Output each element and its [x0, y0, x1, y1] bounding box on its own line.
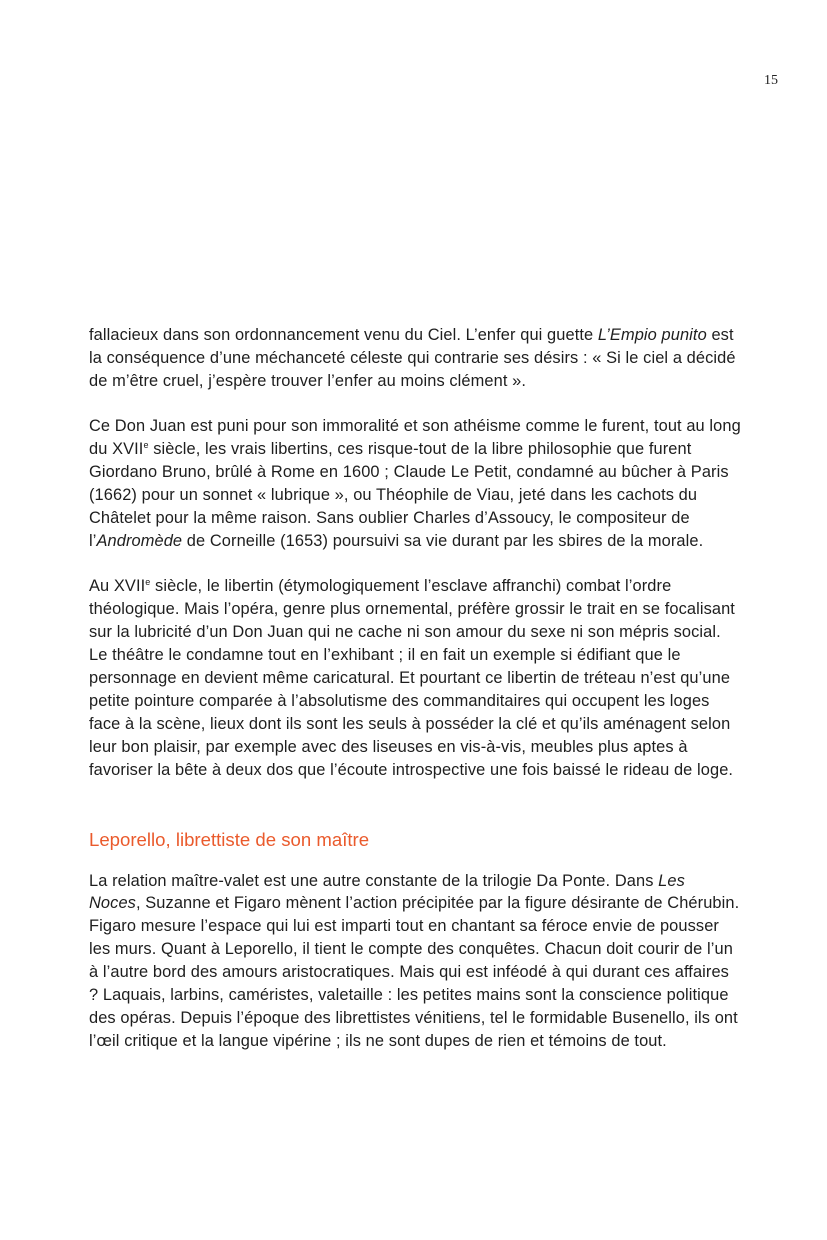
paragraph	[89, 870, 741, 1053]
text-run: siècle, le libertin (étymologiquement l’esclave affranchi) combat l’ordre théologique. Mais l’opéra, genre plus ornemental, préfère grossir le trait en se focalisant sur la lubricité d’un Don Juan qui ne cache ni son amour du sexe ni son mépris social. Le théâtre le condamne tout en l’exhibant ; il en fait un exemple si édifiant que le personnage en devient même caricatural. Et pourtant ce libertin de tréteau n’est qu’une petite pointure comparée à l’absolutisme des commanditaires qui occupent les loges face à la scène, lieux dont ils sont les seuls à posséder la clé et qu’ils aménagent selon leur bon plaisir, par exemple avec des liseuses en vis-à-vis, meubles plus aptes à favoriser la bête à deux dos que l’écoute introspective une fois baissé le rideau de loge.	[89, 577, 735, 779]
text-run: de Corneille (1653) poursuivi sa vie durant par les sbires de la morale.	[182, 531, 704, 550]
text-run: est la conséquence d’une méchanceté céleste qui contrarie ses désirs : « Si le ciel a décidé de m’être cruel, j’espère trouver l’enfer au moins clément ».	[89, 326, 736, 390]
superscript-text: e	[143, 440, 149, 451]
text-run: fallacieux dans son ordonnancement venu du Ciel. L’enfer qui guette	[89, 326, 598, 344]
section-heading: Leporello, librettiste de son maître	[89, 828, 370, 850]
page-content	[89, 324, 741, 1053]
text-run: Au XVII	[89, 577, 146, 596]
text-run: , Suzanne et Figaro mènent l’action précipitée par la figure désirante de Chérubin. Figaro mesure l’espace qui lui est imparti tout en chantant sa féroce envie de pousser les murs. Quant à Leporello, il tient le compte des conquêtes. Chacun doit courir de l’un à l’autre bord des amours aristocratiques. Mais qui est inféodé à qui durant ces affaires ? Laquais, larbins, caméristes, valetaille : les petites mains sont la conscience politique des opéras. Depuis l’époque des librettistes vénitiens, tel le formidable Busenello, ils ont l’œil critique et la langue vipérine ; ils ne sont dupes de rien et témoins de tout.	[89, 894, 740, 1050]
paragraph	[89, 575, 741, 781]
italic-text: Andromède	[96, 531, 183, 550]
superscript-text: e	[145, 577, 151, 588]
text-run: La relation maître-valet est une autre constante de la trilogie Da Ponte. Dans	[89, 871, 659, 890]
page-number: 15	[764, 73, 778, 88]
italic-text: Les Noces	[89, 871, 685, 913]
text-run: siècle, les vrais libertins, ces risque-tout de la libre philosophie que furent Giordano Bruno, brûlé à Rome en 1600 ; Claude Le Petit, condamné au bûcher à Paris (1662) pour un sonnet « lubrique », ou Théophile de Viau, jeté dans les cachots du Châtelet pour la même raison. Sans oublier Charles d’Assoucy, le compositeur de l’	[89, 440, 729, 550]
text-run: Ce Don Juan est puni pour son immoralité et son athéisme comme le furent, tout au long du XVII	[89, 417, 741, 459]
paragraph	[89, 415, 741, 552]
italic-text: L’Empio punito	[597, 326, 707, 344]
paragraph	[89, 324, 741, 393]
